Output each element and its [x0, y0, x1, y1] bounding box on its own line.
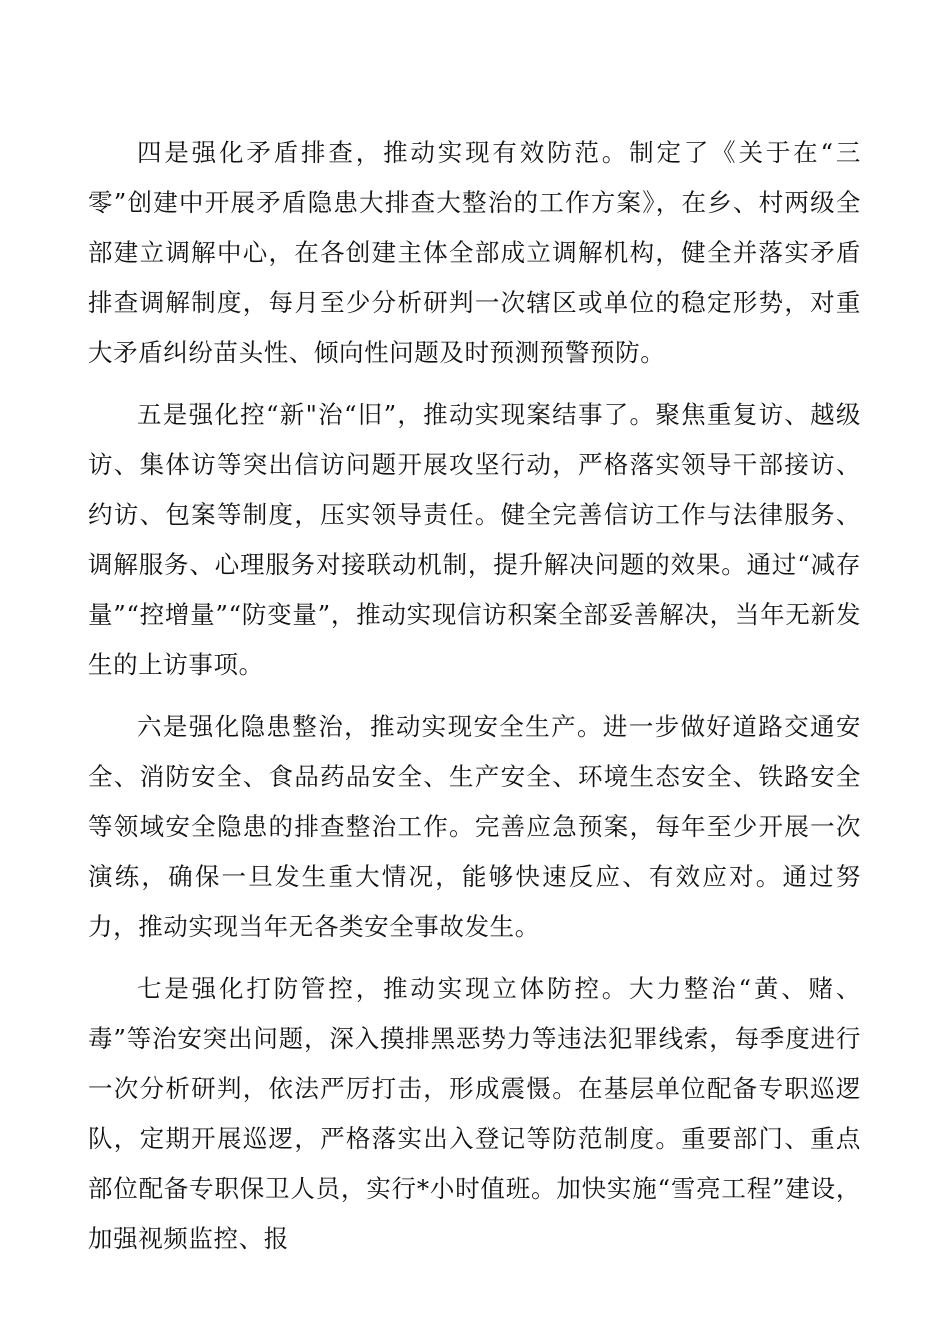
paragraph-four: 四是强化矛盾排查，推动实现有效防范。制定了《关于在“三零”创建中开展矛盾隐患大排查大整治的工作方案》，在乡、村两级全部建立调解中心，在各创建主体全部成立调解机构，健全并落实矛盾排查调解制度，每月至少分析研判一次辖区或单位的稳定形势，对重大矛盾纠纷苗头性、倾向性问题及时预测预警预防。 — [88, 138, 861, 367]
document-body — [88, 128, 861, 1276]
paragraph-six: 六是强化隐患整治，推动实现安全生产。进一步做好道路交通安全、消防安全、食品药品安全、生产安全、环境生态安全、铁路安全等领域安全隐患的排查整治工作。完善应急预案，每年至少开展一次演练，确保一旦发生重大情况，能够快速反应、有效应对。通过努力，推动实现当年无各类安全事故发生。 — [88, 712, 861, 941]
paragraph-five: 五是强化控“新"治“旧”，推动实现案结事了。聚焦重复访、越级访、集体访等突出信访问题开展攻坚行动，严格落实领导干部接访、约访、包案等制度，压实领导责任。健全完善信访工作与法律服务、调解服务、心理服务对接联动机制，提升解决问题的效果。通过“减存量”“控增量”“防变量”，推动实现信访积案全部妥善解决，当年无新发生的上访事项。 — [88, 400, 861, 679]
paragraph-seven: 七是强化打防管控，推动实现立体防控。大力整治“黄、赌、毒”等治安突出问题，深入摸排黑恶势力等违法犯罪线索，每季度进行一次分析研判，依法严厉打击，形成震慑。在基层单位配备专职巡逻队，定期开展巡逻，严格落实出入登记等防范制度。重要部门、重点部位配备专职保卫人员，实行*小时值班。加快实施“雪亮工程”建设，加强视频监控、报 — [88, 974, 861, 1253]
